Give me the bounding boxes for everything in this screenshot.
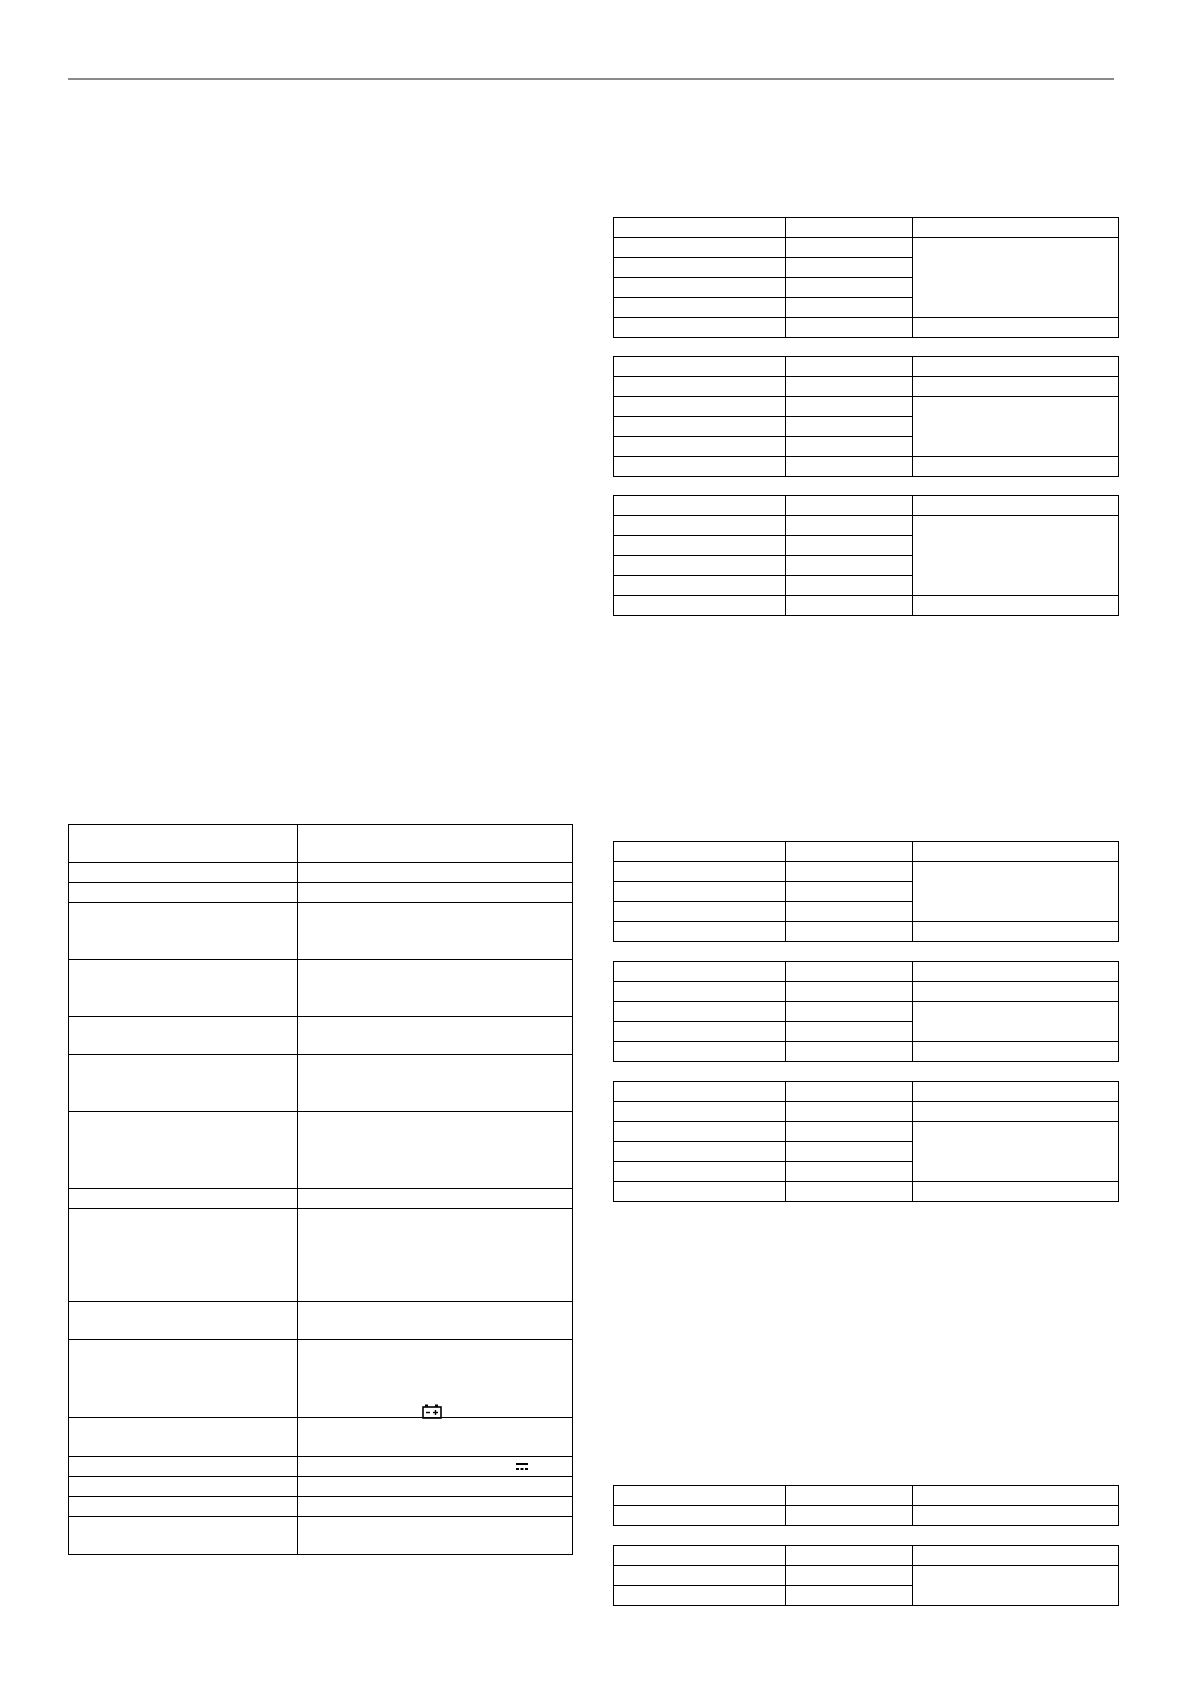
table-cell [298,825,573,863]
table-cell [913,962,1119,982]
table-row [69,863,573,883]
table-cell [614,278,786,298]
table-row [69,1418,573,1457]
table-cell [786,922,913,942]
table-row [614,516,1119,536]
table-row [69,1302,573,1340]
table-row [614,982,1119,1002]
table-cell [69,1017,298,1055]
table-cell [69,1457,298,1477]
table-cell [614,842,786,862]
table-cell [298,1112,573,1189]
table-cell [69,825,298,863]
table-cell [913,318,1119,338]
table-cell [786,496,913,516]
table-cell [614,576,786,596]
table-cell [614,218,786,238]
table-cell [786,1142,913,1162]
table-row [614,397,1119,417]
table-row [614,962,1119,982]
table-cell [913,842,1119,862]
battery-icon [422,1404,442,1419]
table-cell [786,1002,913,1022]
table-cell [298,1517,573,1555]
table-cell [69,1497,298,1517]
table-cell [614,437,786,457]
table-cell [913,1042,1119,1062]
table-cell [913,218,1119,238]
table-cell [69,1055,298,1112]
right-table-5 [613,961,1119,1062]
table-cell [69,1209,298,1302]
table-row [614,1102,1119,1122]
table-cell [786,902,913,922]
table-row [614,1082,1119,1102]
table-row [69,1517,573,1555]
table-cell [913,596,1119,616]
table-cell [786,298,913,318]
table-cell [786,1486,913,1506]
table-cell [614,962,786,982]
right-table-6 [613,1081,1119,1202]
table-cell [786,397,913,417]
table-cell [913,982,1119,1002]
table-cell [786,377,913,397]
table-cell [786,238,913,258]
table-cell [913,1546,1119,1566]
table-row [69,1112,573,1189]
table-cell [298,883,573,903]
table-row [614,922,1119,942]
table-cell [913,1122,1119,1182]
table-cell [786,1082,913,1102]
table-row [614,842,1119,862]
right-table-2 [613,356,1119,477]
table-row [614,318,1119,338]
table-cell [69,1517,298,1555]
table-cell [786,882,913,902]
table-cell [913,516,1119,596]
table-row [614,457,1119,477]
table-cell [614,417,786,437]
table-cell [614,536,786,556]
table-cell [786,516,913,536]
table-cell [786,1022,913,1042]
table-cell [614,457,786,477]
table-row [69,1055,573,1112]
table-cell [786,1182,913,1202]
table-cell [614,1142,786,1162]
table-row [614,357,1119,377]
table-cell [614,556,786,576]
table-cell [786,842,913,862]
table-cell [614,1486,786,1506]
table-cell [69,1302,298,1340]
table-cell [614,1162,786,1182]
right-table-7 [613,1485,1119,1526]
table-cell [786,962,913,982]
table-cell [614,496,786,516]
table-row [614,1566,1119,1586]
table-cell [786,318,913,338]
table-cell [786,417,913,437]
table-cell [614,397,786,417]
table-cell [69,1340,298,1418]
table-cell [786,278,913,298]
table-cell [786,1122,913,1142]
table-cell [614,238,786,258]
header-rule [68,78,1114,80]
table-cell [614,357,786,377]
table-cell [614,1122,786,1142]
table-row [614,1506,1119,1526]
table-cell [298,1497,573,1517]
table-row [69,1477,573,1497]
table-row [69,903,573,960]
table-row [614,1486,1119,1506]
table-cell [69,960,298,1017]
right-table-3 [613,495,1119,616]
table-cell [786,982,913,1002]
table-cell [913,1002,1119,1042]
table-cell [913,457,1119,477]
table-cell [913,397,1119,457]
table-cell [614,982,786,1002]
table-cell [69,883,298,903]
table-cell [298,1418,573,1457]
table-cell [913,377,1119,397]
table-cell [786,862,913,882]
table-cell [69,1112,298,1189]
table-cell [786,1546,913,1566]
table-cell [69,903,298,960]
table-cell [913,1566,1119,1606]
table-row [69,1017,573,1055]
table-row [614,1546,1119,1566]
table-row [614,862,1119,882]
table-cell [614,1506,786,1526]
table-row [614,238,1119,258]
table-cell [913,1082,1119,1102]
table-cell [786,1042,913,1062]
table-cell [69,1418,298,1457]
table-cell [913,922,1119,942]
right-table-4 [613,841,1119,942]
table-cell [298,1457,573,1477]
table-cell [614,318,786,338]
table-cell [913,357,1119,377]
table-row [614,1182,1119,1202]
table-cell [298,903,573,960]
table-cell [614,1022,786,1042]
table-cell [298,1302,573,1340]
table-cell [614,258,786,278]
table-cell [298,1017,573,1055]
table-row [614,1002,1119,1022]
table-cell [786,1102,913,1122]
table-cell [913,1102,1119,1122]
table-cell [786,1586,913,1606]
table-cell [69,1189,298,1209]
table-cell [786,1162,913,1182]
table-cell [913,496,1119,516]
table-cell [913,862,1119,922]
table-cell [298,1477,573,1497]
table-cell [298,1189,573,1209]
table-cell [786,536,913,556]
table-cell [614,1182,786,1202]
table-cell [298,1055,573,1112]
table-row [69,825,573,863]
table-cell [614,1546,786,1566]
table-cell [786,556,913,576]
dc-current-icon [516,1463,528,1471]
table-cell [69,1477,298,1497]
spec-table [68,824,573,1555]
table-cell [614,1586,786,1606]
table-row [69,960,573,1017]
table-cell [913,238,1119,318]
table-cell [786,1506,913,1526]
table-cell [614,1042,786,1062]
table-cell [614,1102,786,1122]
table-cell [786,357,913,377]
table-row [69,1209,573,1302]
table-cell [298,863,573,883]
table-row [69,1340,573,1418]
table-row [69,1457,573,1477]
right-table-1 [613,217,1119,338]
table-cell [786,457,913,477]
table-cell [298,960,573,1017]
table-cell [786,258,913,278]
table-cell [614,1002,786,1022]
right-table-8 [613,1545,1119,1606]
table-cell [786,576,913,596]
table-cell [913,1486,1119,1506]
table-row [69,1497,573,1517]
table-row [614,218,1119,238]
table-cell [614,377,786,397]
table-row [614,596,1119,616]
table-cell [614,862,786,882]
table-cell [913,1182,1119,1202]
table-cell [786,218,913,238]
table-cell [786,596,913,616]
table-cell [614,298,786,318]
table-row [614,1042,1119,1062]
table-cell [913,1506,1119,1526]
table-row [614,496,1119,516]
table-cell [614,1082,786,1102]
table-cell [786,437,913,457]
table-cell [298,1209,573,1302]
table-cell [614,516,786,536]
table-cell [614,902,786,922]
table-row [69,1189,573,1209]
table-cell [614,596,786,616]
table-cell [786,1566,913,1586]
table-row [69,883,573,903]
table-cell [614,882,786,902]
table-cell [614,922,786,942]
table-row [614,1122,1119,1142]
table-cell [69,863,298,883]
table-cell [614,1566,786,1586]
table-row [614,377,1119,397]
